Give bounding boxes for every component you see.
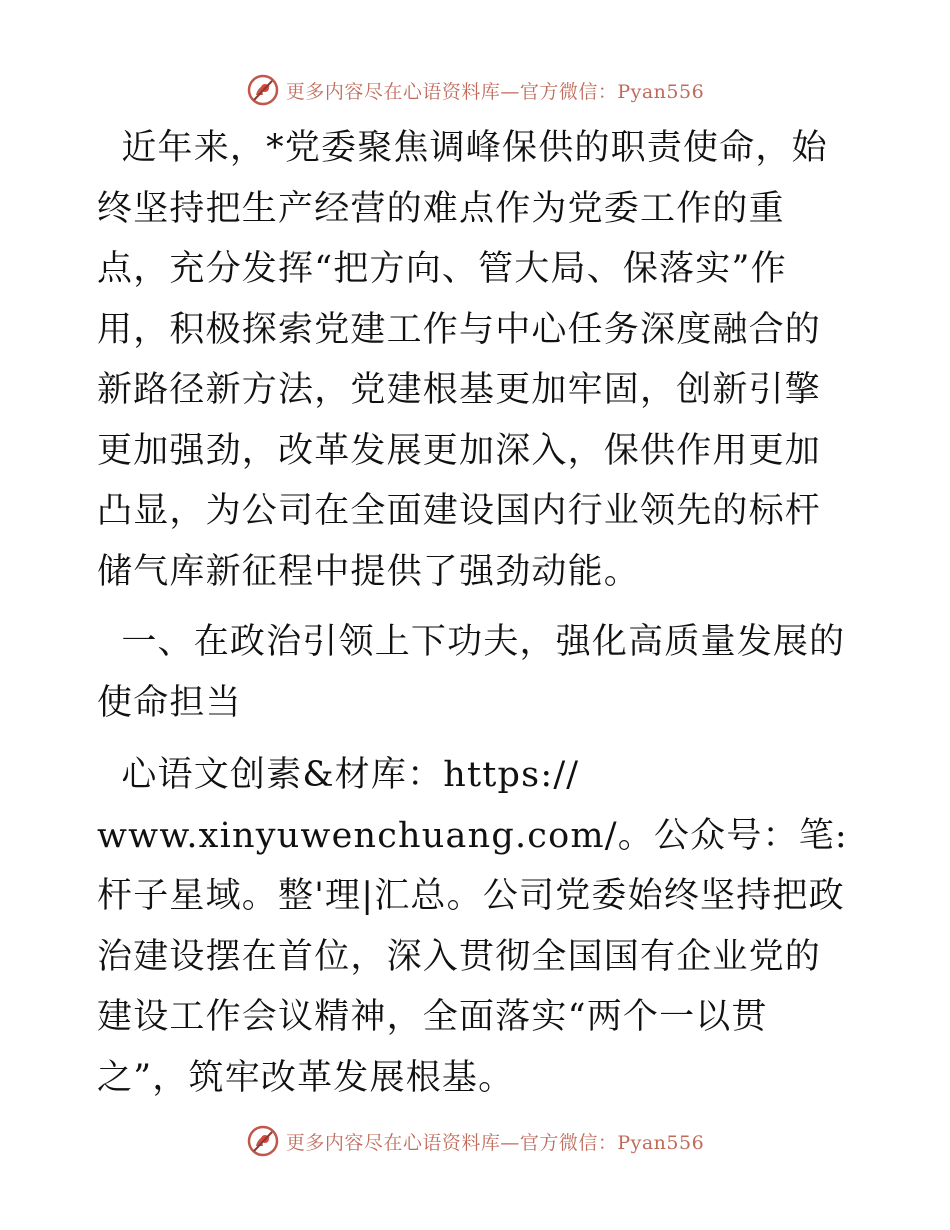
rose-logo-icon xyxy=(246,73,280,107)
header-watermark xyxy=(246,73,704,107)
paragraph-body: 心语文创素&材库：https:// www.xinyuwenchuang.com/。公众号：笔:杆子星域。整'理|汇总。公司党委始终坚持把政治建设摆在首位，深入贯彻全国国有企业党的建设工作会议精神，全面落实“两个一以贯之”，筑牢改革发展根基。 xyxy=(97,755,848,1098)
footer-watermark-banner xyxy=(0,1121,950,1161)
paragraph-intro: 近年来，*党委聚焦调峰保供的职责使命，始终坚持把生产经营的难点作为党委工作的重点，充分发挥“把方向、管大局、保落实”作用，积极探索党建工作与中心任务深度融合的新路径新方法，党建根基更加牢固，创新引擎更加强劲，改革发展更加深入，保供作用更加凸显，为公司在全面建设国内行业领先的标杆储气库新征程中提供了强劲动能。 xyxy=(97,128,828,592)
document-body xyxy=(97,118,857,1108)
section-heading: 一、在政治引领上下功夫，强化高质量发展的使命担当 xyxy=(97,622,846,723)
banner-text: 更多内容尽在心语资料库—官方微信：Pyan556 xyxy=(285,1131,705,1154)
rose-logo-icon xyxy=(246,1124,280,1158)
header-watermark-banner xyxy=(0,70,950,110)
banner-text: 更多内容尽在心语资料库—官方微信：Pyan556 xyxy=(285,80,705,103)
footer-watermark xyxy=(246,1124,704,1158)
